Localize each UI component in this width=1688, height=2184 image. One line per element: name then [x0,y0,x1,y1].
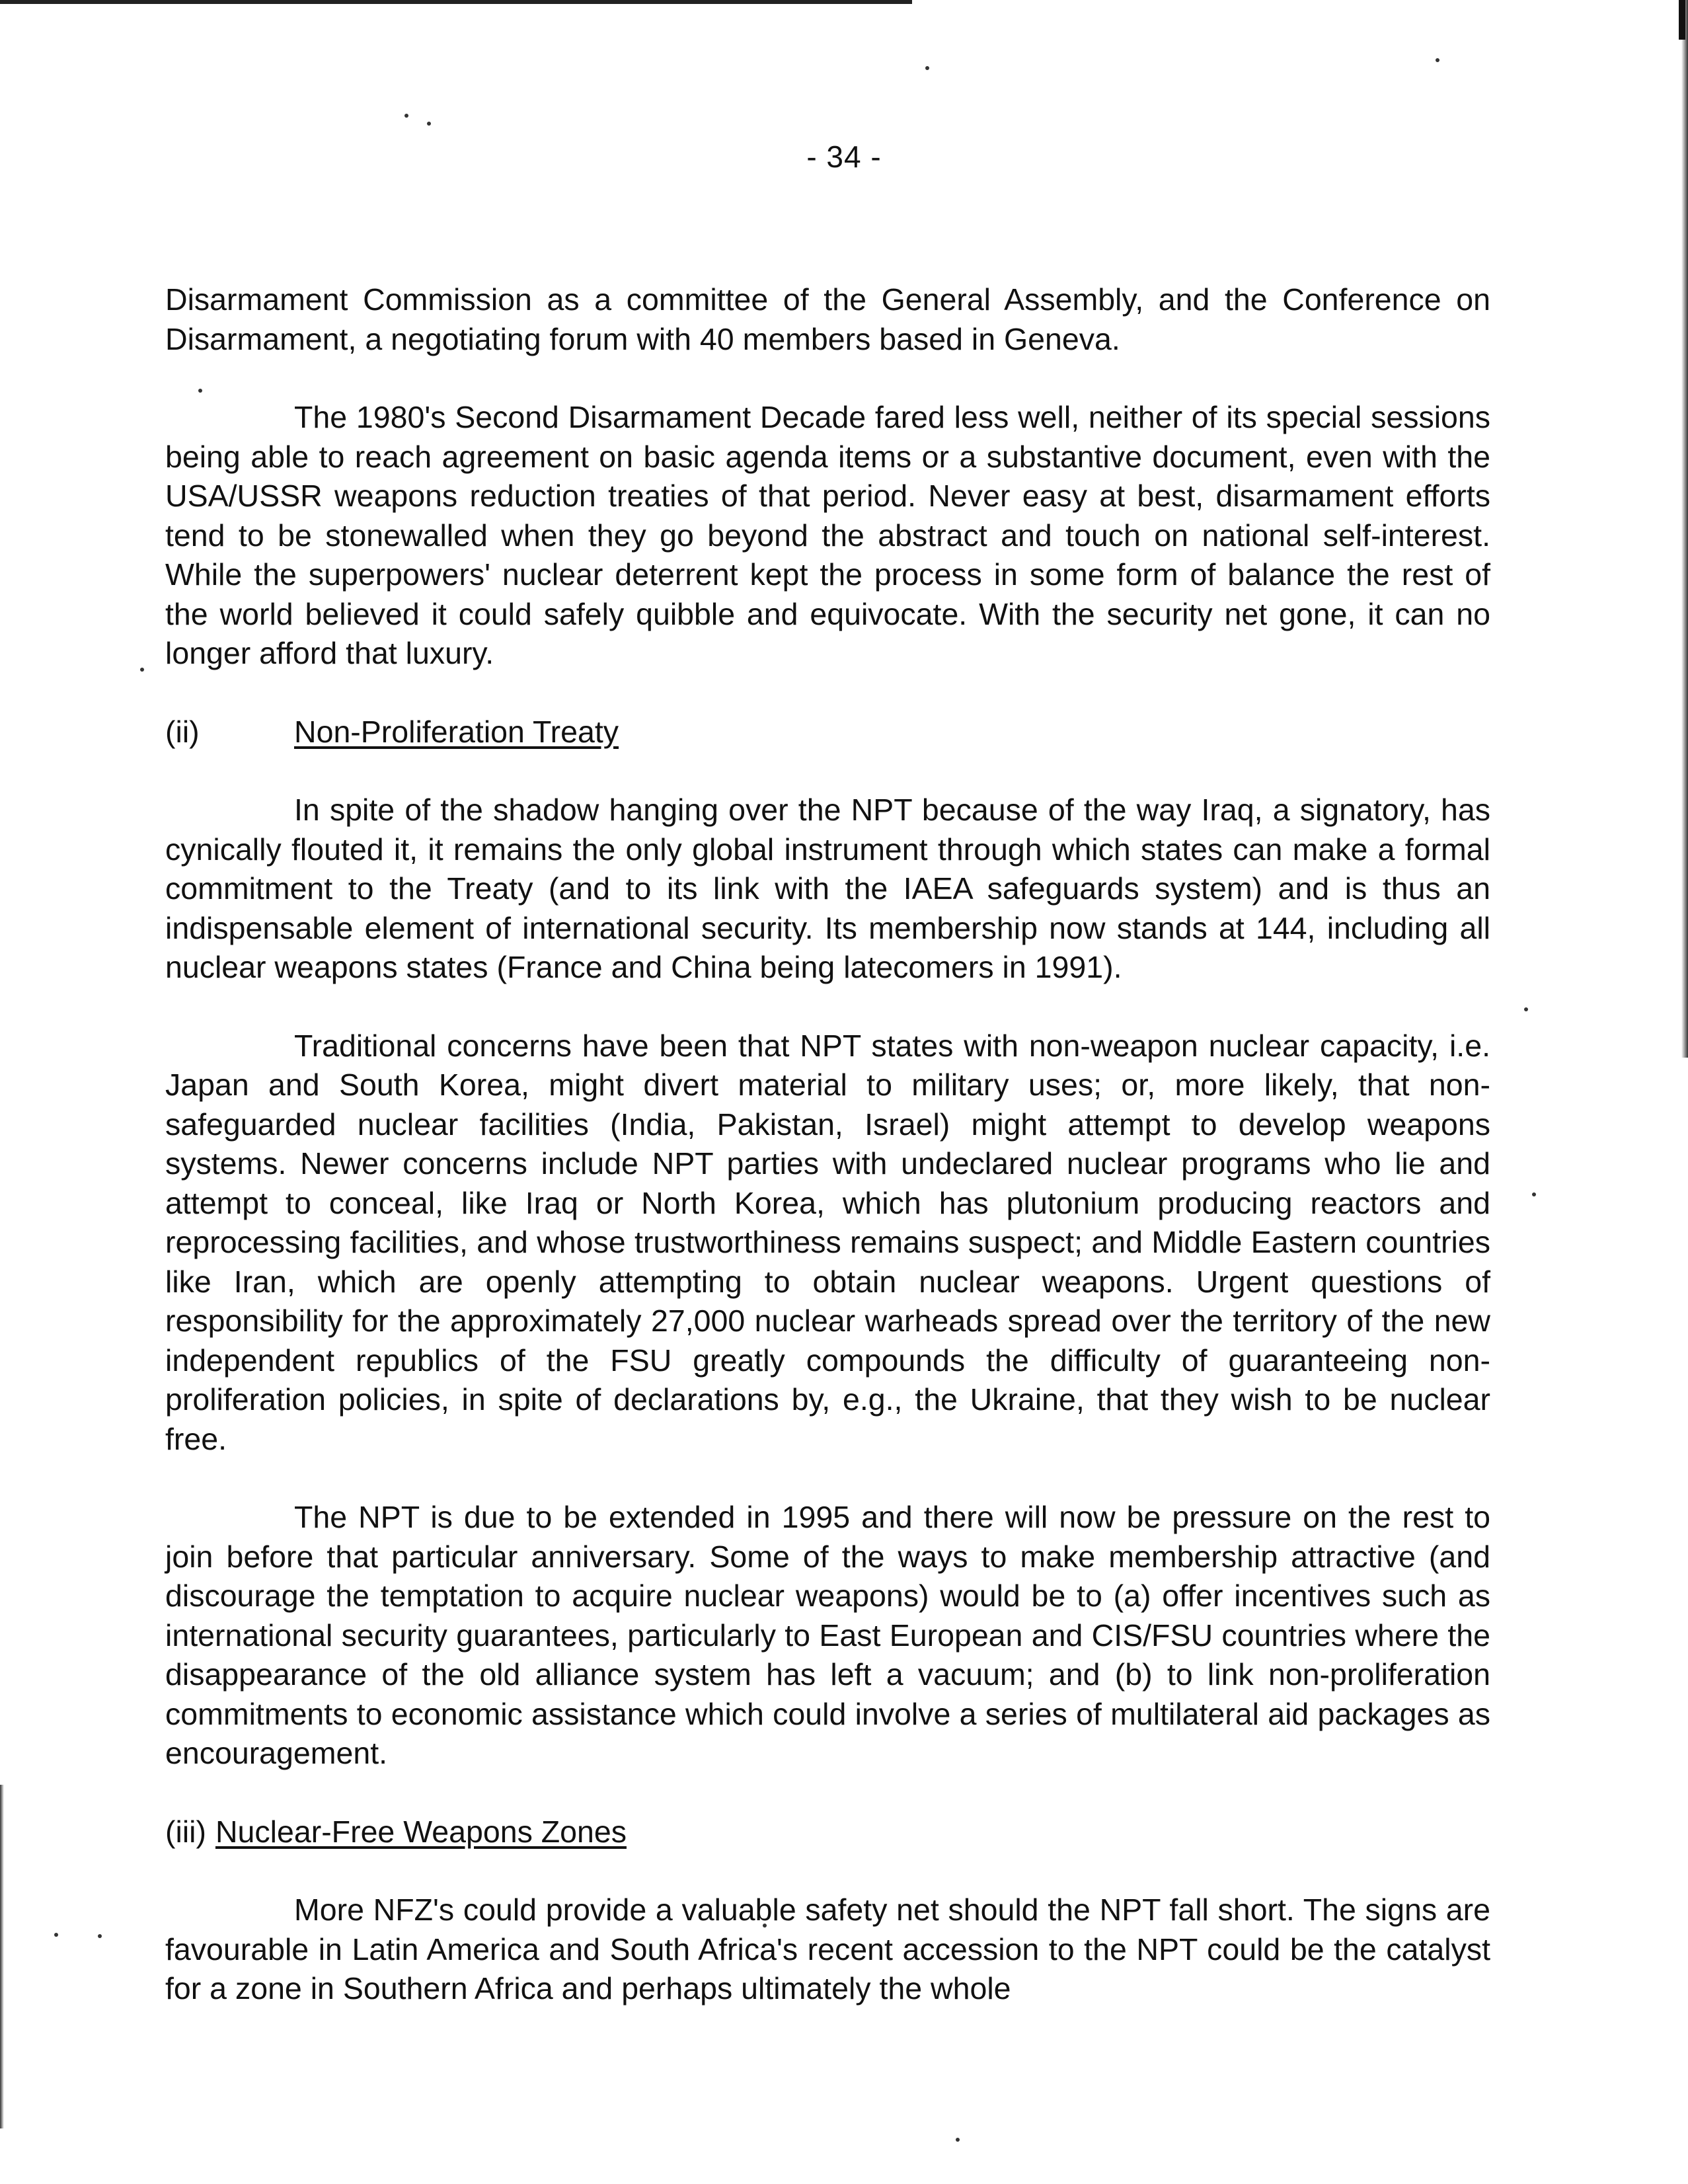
scan-speck [956,2138,960,2142]
scan-speck [98,1934,102,1938]
page-number: - 34 - [806,139,882,174]
scan-speck [1436,58,1439,62]
section-heading-nfz [165,1813,1490,1852]
paragraph-disarmament-decade: The 1980's Second Disarmament Decade fared less well, neither of its special sessions being able to reach agreement on basic agenda items or a substantive document, even with the USA/USSR weapons reduction treaties of that period. Never easy at best, disarmament efforts tend to be stonewalled when they go beyond the abstract and touch on national self-interest. While the superpowers' nuclear deterrent kept the process in some form of balance the rest of the world believed it could safely quibble and equivocate. With the security net gone, it can no longer afford that luxury. [165,400,1490,670]
scan-speck [1532,1192,1536,1196]
section-title: Nuclear-Free Weapons Zones [215,1814,627,1849]
right-edge-mark [1679,0,1685,40]
paragraph-npt-extension: The NPT is due to be extended in 1995 and there will now be pressure on the rest to join before that particular anniversary. Some of the ways to make membership attractive (and discourage the temptation to acquire nuclear weapons) would be to (a) offer incentives such as international security guarantees, particularly to East European and CIS/FSU countries where the disappearance of the old alliance system has left a vacuum; and (b) to link non-proliferation commitments to economic assistance which could involve a series of multilateral aid packages as encouragement. [165,1500,1490,1770]
paragraph-npt-shadow: In spite of the shadow hanging over the NPT because of the way Iraq, a signatory, has cynically flouted it, it remains the only global instrument through which states can make a formal commitment to the Treaty (and to its link with the IAEA safeguards system) and is thus an indispensable element of international security. Its membership now stands at 144, including all nuclear weapons states (France and China being latecomers in 1991). [165,793,1490,984]
scan-speck [1524,1007,1528,1011]
left-scan-edge [0,1785,4,2128]
paragraph-continuation: Disarmament Commission as a committee of the General Assembly, and the Conference on Disarmament, a negotiating forum with 40 members based in Geneva. [165,282,1490,356]
section-number: (iii) [165,1814,206,1849]
section-title: Non-Proliferation Treaty [294,714,619,749]
scan-speck [404,114,408,118]
section-heading-npt [165,713,1490,752]
section-number: (ii) [165,714,200,749]
paragraph-traditional-concerns: Traditional concerns have been that NPT states with non-weapon nuclear capacity, i.e. Japan and South Korea, might divert material to military uses; or, more likely, that non-safeguarded nuclear facilities (India, Pakistan, Israel) might attempt to develop weapons systems. Newer concerns include NPT parties with undeclared nuclear programs who lie and attempt to conceal, like Iraq or North Korea, which has plutonium producing reactors and reprocessing facilities, and whose trustworthiness remains suspect; and Middle Eastern countries like Iran, which are openly attempting to obtain nuclear weapons. Urgent questions of responsibility for the approximately 27,000 nuclear warheads spread over the territory of the new independent republics of the FSU greatly compounds the difficulty of guaranteeing non-proliferation policies, in spite of declarations by, e.g., the Ukraine, that they wish to be nuclear free. [165,1028,1490,1456]
top-edge-rule [0,0,912,4]
document-body [165,280,1490,2009]
scan-speck [54,1933,58,1937]
scan-speck [140,668,144,672]
scan-speck [427,122,431,126]
scan-speck [925,66,929,70]
paragraph-nfz: More NFZ's could provide a valuable safety net should the NPT fall short. The signs are favourable in Latin America and South Africa's recent accession to the NPT could be the catalyst for a zone in Southern Africa and perhaps ultimately the whole [165,1892,1490,2006]
